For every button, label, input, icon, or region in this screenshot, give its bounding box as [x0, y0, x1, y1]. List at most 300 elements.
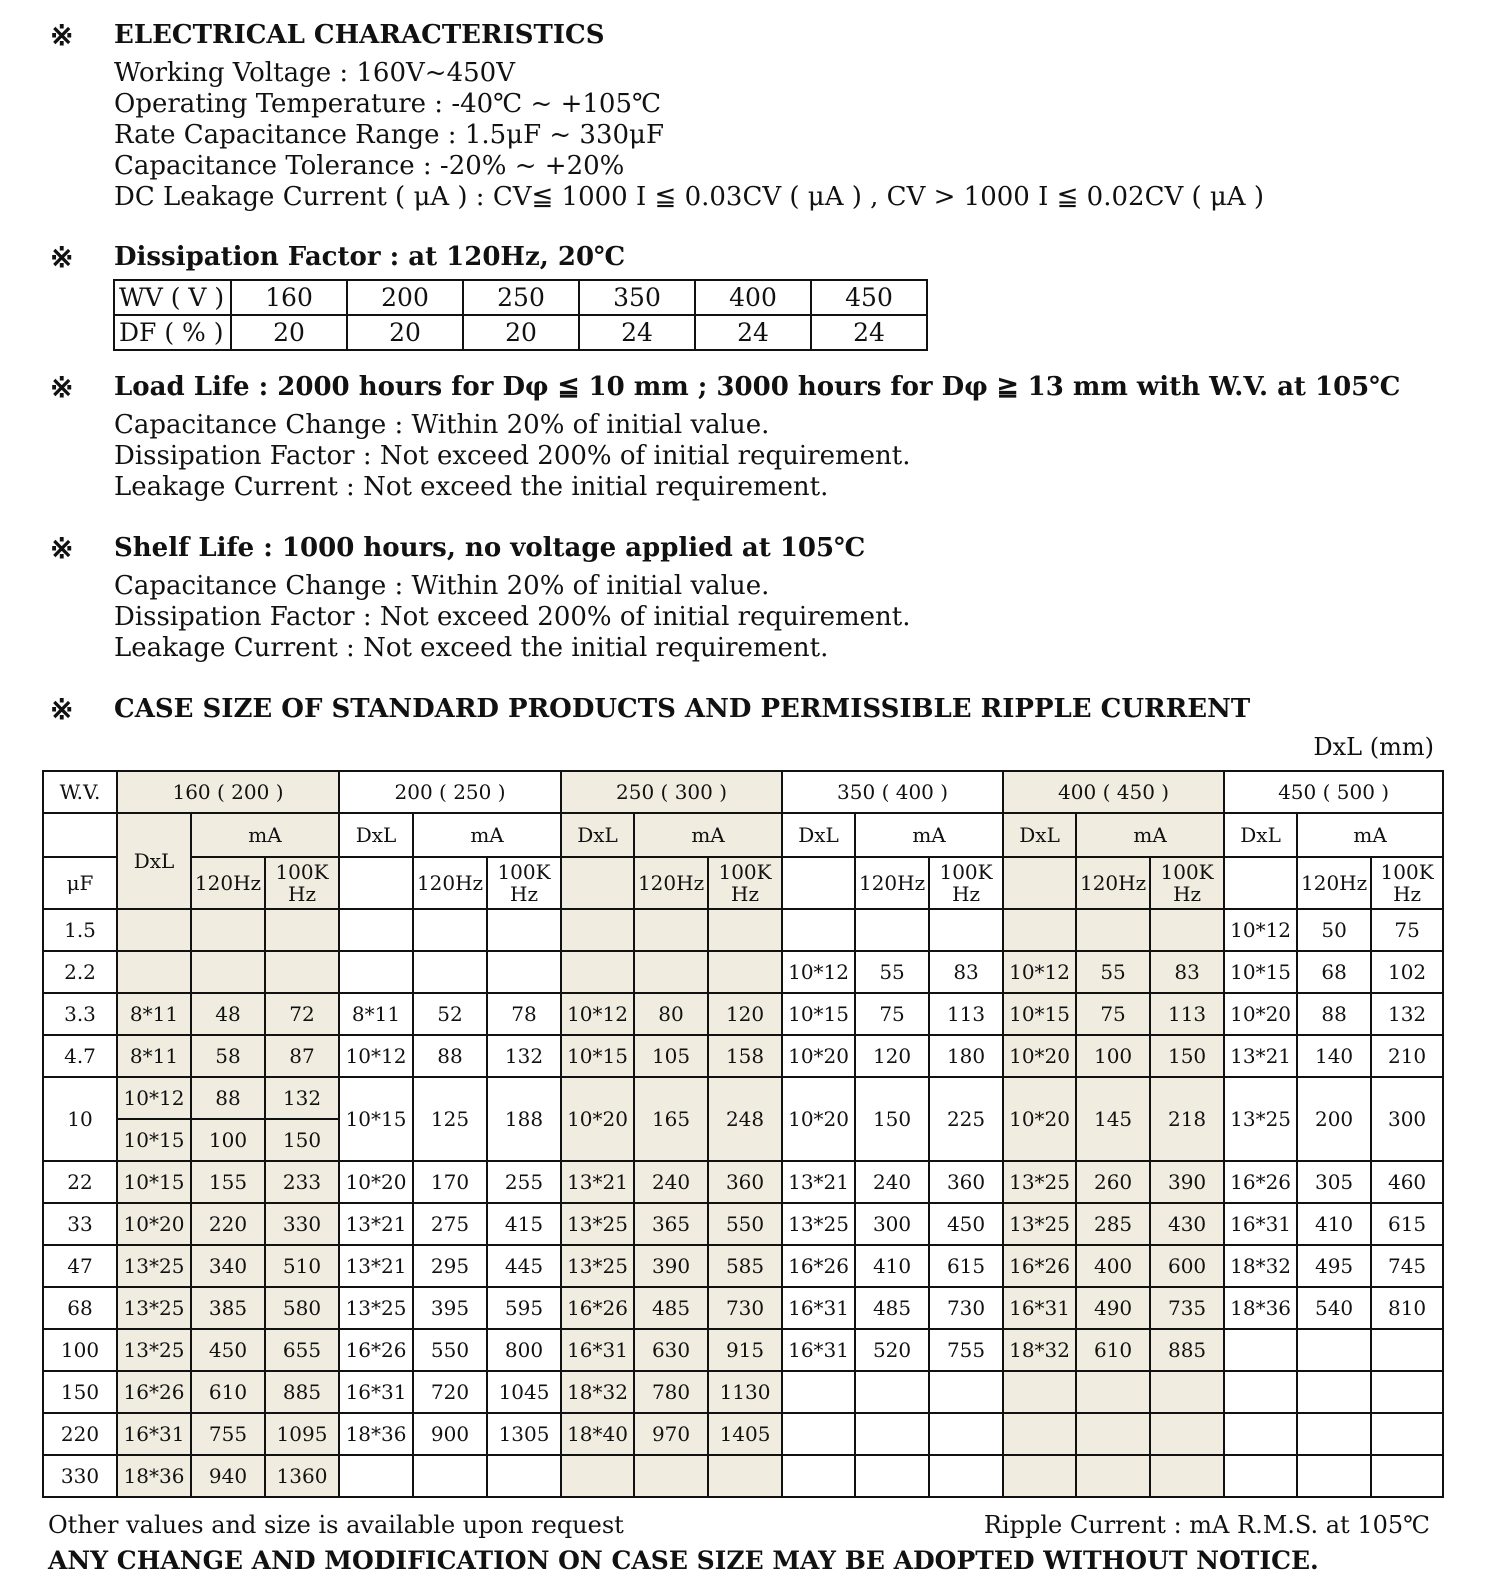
table-row — [43, 1413, 1443, 1455]
dxl-blank — [561, 857, 634, 909]
case-size-cell: 10*12 — [339, 1035, 413, 1077]
df-label: DF ( % ) — [114, 315, 231, 350]
case-size-cell: 10*15 — [117, 1119, 191, 1161]
case-size-cell: 13*25 — [1003, 1161, 1076, 1203]
case-size-cell: 10*20 — [117, 1203, 191, 1245]
case-size-cell: 13*25 — [561, 1245, 634, 1287]
case-size-cell — [782, 909, 855, 951]
working-voltage: Working Voltage : 160V~450V — [114, 58, 515, 88]
case-size-cell: 18*40 — [561, 1413, 634, 1455]
ripple-120hz-cell — [191, 951, 265, 993]
ripple-100khz-cell: 730 — [708, 1287, 782, 1329]
capacitance-cell: 3.3 — [43, 993, 117, 1035]
case-size-cell: 18*36 — [339, 1413, 413, 1455]
case-size-cell: 13*21 — [339, 1245, 413, 1287]
freq-100khz-header: 100K Hz — [1371, 857, 1443, 909]
ripple-120hz-cell: 58 — [191, 1035, 265, 1077]
case-size-cell: 13*25 — [339, 1287, 413, 1329]
capacitance-tolerance: Capacitance Tolerance : -20% ~ +20% — [114, 151, 625, 181]
reference-mark: ※ — [50, 532, 74, 565]
wv-cell: 400 — [695, 280, 811, 315]
ripple-100khz-cell: 655 — [265, 1329, 339, 1371]
ma-header: mA — [855, 813, 1003, 857]
case-size-cell: 16*26 — [1224, 1161, 1297, 1203]
voltage-group-header: 450 ( 500 ) — [1224, 771, 1443, 813]
ripple-100khz-cell: 460 — [1371, 1161, 1443, 1203]
case-size-cell — [117, 909, 191, 951]
ripple-100khz-cell — [1371, 1371, 1443, 1413]
ripple-100khz-cell: 800 — [487, 1329, 561, 1371]
capacitance-cell: 10 — [43, 1077, 117, 1161]
blank-header — [43, 813, 117, 857]
case-size-cell — [1003, 909, 1076, 951]
ripple-120hz-cell: 410 — [1297, 1203, 1371, 1245]
df-cell: 20 — [347, 315, 463, 350]
ripple-100khz-cell: 615 — [929, 1245, 1003, 1287]
ripple-100khz-cell: 83 — [929, 951, 1003, 993]
voltage-group-header: 250 ( 300 ) — [561, 771, 782, 813]
case-size-cell: 16*26 — [561, 1287, 634, 1329]
ripple-100khz-cell: 1045 — [487, 1371, 561, 1413]
case-size-cell — [339, 1455, 413, 1497]
ripple-120hz-cell — [1076, 1413, 1150, 1455]
table-row — [43, 1035, 1443, 1077]
ripple-100khz-cell — [1150, 1413, 1224, 1455]
ripple-120hz-cell: 240 — [634, 1161, 708, 1203]
case-size-cell: 16*26 — [339, 1329, 413, 1371]
ripple-100khz-cell: 87 — [265, 1035, 339, 1077]
wv-cell: 250 — [463, 280, 579, 315]
dc-leakage-current: DC Leakage Current ( μA ) : CV≦ 1000 I ≦ 0.03CV ( μA ) , CV > 1000 I ≦ 0.02CV ( μA ) — [114, 182, 1264, 212]
case-size-cell — [1224, 1455, 1297, 1497]
case-size-cell: 10*15 — [1224, 951, 1297, 993]
ripple-120hz-cell: 285 — [1076, 1203, 1150, 1245]
table-row — [43, 951, 1443, 993]
voltage-group-header: 160 ( 200 ) — [117, 771, 339, 813]
capacitance-range: Rate Capacitance Range : 1.5μF ~ 330μF — [114, 120, 664, 150]
ripple-120hz-cell — [413, 909, 487, 951]
ripple-100khz-cell: 745 — [1371, 1245, 1443, 1287]
voltage-group-header: 350 ( 400 ) — [782, 771, 1003, 813]
ripple-100khz-cell — [265, 909, 339, 951]
ripple-100khz-cell: 78 — [487, 993, 561, 1035]
table-row — [43, 1203, 1443, 1245]
case-size-cell — [782, 1413, 855, 1455]
ripple-120hz-cell: 610 — [191, 1371, 265, 1413]
ripple-120hz-cell: 50 — [1297, 909, 1371, 951]
ripple-100khz-cell: 445 — [487, 1245, 561, 1287]
ripple-120hz-cell — [1297, 1413, 1371, 1455]
case-size-cell — [561, 951, 634, 993]
case-size-cell: 10*15 — [561, 1035, 634, 1077]
ripple-100khz-cell: 450 — [929, 1203, 1003, 1245]
ripple-100khz-cell: 132 — [265, 1077, 339, 1119]
capacitance-cell: 220 — [43, 1413, 117, 1455]
case-size-cell: 10*20 — [782, 1035, 855, 1077]
wv-cell: 200 — [347, 280, 463, 315]
df-cell: 24 — [579, 315, 695, 350]
case-size-cell: 13*21 — [782, 1161, 855, 1203]
ripple-100khz-cell: 580 — [265, 1287, 339, 1329]
ripple-120hz-cell: 295 — [413, 1245, 487, 1287]
ripple-100khz-cell: 180 — [929, 1035, 1003, 1077]
case-size-cell: 10*12 — [1003, 951, 1076, 993]
capacitance-cell: 100 — [43, 1329, 117, 1371]
case-size-cell: 10*15 — [1003, 993, 1076, 1035]
ripple-120hz-cell: 105 — [634, 1035, 708, 1077]
ripple-100khz-cell: 885 — [1150, 1329, 1224, 1371]
case-size-cell: 13*21 — [339, 1203, 413, 1245]
ripple-120hz-cell: 520 — [855, 1329, 929, 1371]
table-row — [43, 1371, 1443, 1413]
table-row — [43, 1077, 1443, 1119]
case-size-cell: 16*31 — [782, 1287, 855, 1329]
case-size-cell: 10*20 — [1224, 993, 1297, 1035]
case-size-cell: 13*25 — [117, 1245, 191, 1287]
wv-row — [114, 280, 927, 315]
ripple-100khz-cell: 1405 — [708, 1413, 782, 1455]
case-size-cell — [1224, 1329, 1297, 1371]
ripple-120hz-cell: 275 — [413, 1203, 487, 1245]
ripple-120hz-cell — [634, 909, 708, 951]
ripple-100khz-cell — [487, 909, 561, 951]
case-size-cell — [782, 1455, 855, 1497]
case-size-cell: 13*21 — [1224, 1035, 1297, 1077]
ripple-100khz-cell: 730 — [929, 1287, 1003, 1329]
case-size-cell: 10*20 — [782, 1077, 855, 1161]
ripple-120hz-cell: 305 — [1297, 1161, 1371, 1203]
ripple-100khz-cell: 600 — [1150, 1245, 1224, 1287]
ripple-120hz-cell: 260 — [1076, 1161, 1150, 1203]
ripple-120hz-cell — [1297, 1329, 1371, 1371]
ripple-120hz-cell — [191, 909, 265, 951]
shelf-leakage-current: Leakage Current : Not exceed the initial requirement. — [114, 633, 829, 663]
dxl-header: DxL — [561, 813, 634, 857]
dxl-blank — [339, 857, 413, 909]
ripple-120hz-cell: 970 — [634, 1413, 708, 1455]
table-row — [43, 909, 1443, 951]
ripple-100khz-cell — [929, 1371, 1003, 1413]
case-size-cell: 16*26 — [782, 1245, 855, 1287]
ripple-100khz-cell: 885 — [265, 1371, 339, 1413]
ripple-100khz-cell: 735 — [1150, 1287, 1224, 1329]
ripple-100khz-cell: 1305 — [487, 1413, 561, 1455]
freq-100khz-header: 100K Hz — [265, 857, 339, 909]
freq-100khz-header: 100K Hz — [708, 857, 782, 909]
ripple-100khz-cell: 360 — [929, 1161, 1003, 1203]
shelf-dissipation-factor: Dissipation Factor : Not exceed 200% of initial requirement. — [114, 602, 911, 632]
ripple-100khz-cell: 300 — [1371, 1077, 1443, 1161]
ripple-100khz-cell: 150 — [265, 1119, 339, 1161]
ripple-100khz-cell — [1150, 909, 1224, 951]
capacitance-cell: 4.7 — [43, 1035, 117, 1077]
ripple-100khz-cell: 113 — [929, 993, 1003, 1035]
wv-cell: 350 — [579, 280, 695, 315]
ripple-120hz-cell: 485 — [634, 1287, 708, 1329]
ripple-100khz-cell — [708, 909, 782, 951]
case-size-cell: 10*20 — [1003, 1035, 1076, 1077]
case-size-cell: 18*32 — [1003, 1329, 1076, 1371]
ma-header: mA — [413, 813, 561, 857]
ripple-100khz-cell: 510 — [265, 1245, 339, 1287]
ripple-120hz-cell — [855, 909, 929, 951]
case-size-cell: 18*32 — [561, 1371, 634, 1413]
ripple-120hz-cell — [1076, 1455, 1150, 1497]
ripple-120hz-cell: 140 — [1297, 1035, 1371, 1077]
wv-cell: 450 — [811, 280, 927, 315]
ripple-100khz-cell: 132 — [1371, 993, 1443, 1035]
dxl-blank — [782, 857, 855, 909]
capacitance-cell: 2.2 — [43, 951, 117, 993]
ripple-120hz-cell: 495 — [1297, 1245, 1371, 1287]
capacitance-cell: 150 — [43, 1371, 117, 1413]
case-size-cell — [782, 1371, 855, 1413]
ripple-120hz-cell: 75 — [855, 993, 929, 1035]
ripple-120hz-cell: 490 — [1076, 1287, 1150, 1329]
shelf-capacitance-change: Capacitance Change : Within 20% of initial value. — [114, 571, 770, 601]
ripple-100khz-cell: 72 — [265, 993, 339, 1035]
case-size-cell: 8*11 — [117, 993, 191, 1035]
ma-header: mA — [1297, 813, 1443, 857]
case-size-cell: 10*20 — [561, 1077, 634, 1161]
case-size-cell: 8*11 — [339, 993, 413, 1035]
freq-100khz-header: 100K Hz — [1150, 857, 1224, 909]
freq-120hz-header: 120Hz — [1076, 857, 1150, 909]
ripple-120hz-cell: 200 — [1297, 1077, 1371, 1161]
case-size-cell — [1003, 1455, 1076, 1497]
case-size-cell: 13*25 — [782, 1203, 855, 1245]
case-size-cell: 10*12 — [117, 1077, 191, 1119]
case-size-cell: 16*31 — [339, 1371, 413, 1413]
ripple-120hz-cell: 100 — [1076, 1035, 1150, 1077]
case-size-cell: 10*15 — [339, 1077, 413, 1161]
ripple-120hz-cell — [855, 1371, 929, 1413]
case-size-cell: 13*25 — [117, 1329, 191, 1371]
ripple-120hz-cell: 540 — [1297, 1287, 1371, 1329]
ripple-100khz-cell: 360 — [708, 1161, 782, 1203]
ripple-100khz-cell: 113 — [1150, 993, 1224, 1035]
df-cell: 24 — [811, 315, 927, 350]
reference-mark: ※ — [50, 19, 74, 52]
ripple-100khz-cell: 810 — [1371, 1287, 1443, 1329]
load-dissipation-factor: Dissipation Factor : Not exceed 200% of initial requirement. — [114, 441, 911, 471]
ripple-100khz-cell: 255 — [487, 1161, 561, 1203]
table-row — [43, 993, 1443, 1035]
ripple-100khz-cell — [708, 1455, 782, 1497]
case-size-cell — [1003, 1413, 1076, 1455]
dxl-blank — [1003, 857, 1076, 909]
case-size-cell: 10*15 — [117, 1161, 191, 1203]
ripple-120hz-cell: 410 — [855, 1245, 929, 1287]
ripple-100khz-cell: 1130 — [708, 1371, 782, 1413]
ripple-100khz-cell — [708, 951, 782, 993]
uf-header: μF — [43, 857, 117, 909]
ripple-120hz-cell: 940 — [191, 1455, 265, 1497]
ripple-120hz-cell — [634, 1455, 708, 1497]
case-size-cell: 10*12 — [561, 993, 634, 1035]
ripple-120hz-cell: 88 — [191, 1077, 265, 1119]
voltage-group-header: 200 ( 250 ) — [339, 771, 561, 813]
ripple-120hz-cell: 385 — [191, 1287, 265, 1329]
ripple-100khz-cell: 755 — [929, 1329, 1003, 1371]
table-row — [43, 1329, 1443, 1371]
ripple-120hz-cell: 88 — [413, 1035, 487, 1077]
case-size-cell: 10*15 — [782, 993, 855, 1035]
table-row — [43, 1161, 1443, 1203]
case-size-cell — [117, 951, 191, 993]
ripple-100khz-cell: 225 — [929, 1077, 1003, 1161]
dxl-header: DxL — [339, 813, 413, 857]
table-row — [43, 1287, 1443, 1329]
freq-120hz-header: 120Hz — [1297, 857, 1371, 909]
ripple-120hz-cell — [634, 951, 708, 993]
ripple-120hz-cell: 100 — [191, 1119, 265, 1161]
ripple-120hz-cell: 120 — [855, 1035, 929, 1077]
ripple-120hz-cell: 755 — [191, 1413, 265, 1455]
case-size-cell: 18*36 — [117, 1455, 191, 1497]
ripple-120hz-cell: 170 — [413, 1161, 487, 1203]
case-size-cell: 16*26 — [117, 1371, 191, 1413]
ripple-120hz-cell — [855, 1455, 929, 1497]
ripple-100khz-cell: 75 — [1371, 909, 1443, 951]
ripple-100khz-cell: 158 — [708, 1035, 782, 1077]
ripple-100khz-cell — [929, 1455, 1003, 1497]
ripple-120hz-cell: 450 — [191, 1329, 265, 1371]
voltage-group-header: 400 ( 450 ) — [1003, 771, 1224, 813]
ripple-100khz-cell — [1150, 1371, 1224, 1413]
ripple-120hz-cell: 125 — [413, 1077, 487, 1161]
case-size-cell: 10*12 — [1224, 909, 1297, 951]
dxl-header: DxL — [782, 813, 855, 857]
ripple-120hz-cell: 900 — [413, 1413, 487, 1455]
dissipation-table — [113, 279, 928, 351]
ripple-120hz-cell: 55 — [1076, 951, 1150, 993]
ripple-120hz-cell — [855, 1413, 929, 1455]
ripple-100khz-cell: 218 — [1150, 1077, 1224, 1161]
wv-label: WV ( V ) — [114, 280, 231, 315]
ripple-120hz-cell — [1297, 1371, 1371, 1413]
df-cell: 20 — [231, 315, 347, 350]
ripple-120hz-cell — [1076, 1371, 1150, 1413]
dxl-header: DxL — [1003, 813, 1076, 857]
ripple-100khz-cell: 915 — [708, 1329, 782, 1371]
case-size-cell: 16*31 — [561, 1329, 634, 1371]
ripple-100khz-cell — [487, 951, 561, 993]
ripple-120hz-cell: 610 — [1076, 1329, 1150, 1371]
ripple-120hz-cell: 240 — [855, 1161, 929, 1203]
ripple-100khz-cell: 233 — [265, 1161, 339, 1203]
ripple-120hz-cell: 145 — [1076, 1077, 1150, 1161]
ripple-120hz-cell: 300 — [855, 1203, 929, 1245]
ripple-100khz-cell — [1371, 1329, 1443, 1371]
ripple-120hz-cell: 780 — [634, 1371, 708, 1413]
freq-120hz-header: 120Hz — [855, 857, 929, 909]
case-size-cell: 16*31 — [1003, 1287, 1076, 1329]
ripple-100khz-cell — [929, 909, 1003, 951]
ripple-100khz-cell: 248 — [708, 1077, 782, 1161]
case-size-cell: 13*25 — [117, 1287, 191, 1329]
ripple-100khz-cell — [265, 951, 339, 993]
ripple-120hz-cell: 75 — [1076, 993, 1150, 1035]
ripple-120hz-cell: 48 — [191, 993, 265, 1035]
ripple-100khz-cell — [487, 1455, 561, 1497]
ripple-100khz-cell: 83 — [1150, 951, 1224, 993]
ripple-100khz-cell: 102 — [1371, 951, 1443, 993]
operating-temperature: Operating Temperature : -40℃ ~ +105℃ — [114, 89, 662, 119]
ripple-100khz-cell: 1095 — [265, 1413, 339, 1455]
ripple-100khz-cell — [1371, 1413, 1443, 1455]
case-size-cell: 16*31 — [1224, 1203, 1297, 1245]
frequency-header-row — [43, 857, 1443, 909]
dxl-header: DxL — [1224, 813, 1297, 857]
case-size-cell: 16*26 — [1003, 1245, 1076, 1287]
ripple-100khz-cell: 550 — [708, 1203, 782, 1245]
availability-note: Other values and size is available upon request — [48, 1511, 624, 1539]
freq-120hz-header: 120Hz — [634, 857, 708, 909]
capacitance-cell: 1.5 — [43, 909, 117, 951]
df-cell: 20 — [463, 315, 579, 350]
case-size-cell: 13*25 — [1224, 1077, 1297, 1161]
table-row — [43, 1245, 1443, 1287]
ripple-100khz-cell: 585 — [708, 1245, 782, 1287]
ripple-120hz-cell — [1297, 1455, 1371, 1497]
case-size-cell — [339, 909, 413, 951]
ripple-120hz-cell: 150 — [855, 1077, 929, 1161]
ripple-current-note: Ripple Current : mA R.M.S. at 105℃ — [983, 1511, 1430, 1539]
load-capacitance-change: Capacitance Change : Within 20% of initial value. — [114, 410, 770, 440]
case-size-cell: 10*20 — [1003, 1077, 1076, 1161]
capacitance-cell: 47 — [43, 1245, 117, 1287]
capacitance-cell: 330 — [43, 1455, 117, 1497]
capacitance-cell: 68 — [43, 1287, 117, 1329]
ma-header: mA — [1076, 813, 1224, 857]
reference-mark: ※ — [50, 693, 74, 726]
freq-120hz-header: 120Hz — [191, 857, 265, 909]
ripple-100khz-cell — [1371, 1455, 1443, 1497]
shelf-life-title: Shelf Life : 1000 hours, no voltage applied at 105℃ — [114, 533, 866, 563]
ripple-100khz-cell: 150 — [1150, 1035, 1224, 1077]
ripple-100khz-cell: 430 — [1150, 1203, 1224, 1245]
case-size-cell — [1224, 1371, 1297, 1413]
case-size-cell — [1003, 1371, 1076, 1413]
reference-mark: ※ — [50, 241, 74, 274]
ripple-120hz-cell: 155 — [191, 1161, 265, 1203]
case-size-cell — [1224, 1413, 1297, 1455]
ripple-120hz-cell: 400 — [1076, 1245, 1150, 1287]
unit-header-row — [43, 813, 1443, 857]
case-size-cell: 18*32 — [1224, 1245, 1297, 1287]
ripple-100khz-cell: 595 — [487, 1287, 561, 1329]
ripple-120hz-cell: 88 — [1297, 993, 1371, 1035]
ripple-100khz-cell: 1360 — [265, 1455, 339, 1497]
ripple-100khz-cell: 132 — [487, 1035, 561, 1077]
ripple-100khz-cell: 188 — [487, 1077, 561, 1161]
ripple-120hz-cell: 340 — [191, 1245, 265, 1287]
ripple-120hz-cell: 630 — [634, 1329, 708, 1371]
case-size-cell — [339, 951, 413, 993]
ripple-120hz-cell: 68 — [1297, 951, 1371, 993]
ma-header: mA — [634, 813, 782, 857]
ripple-current-table — [42, 770, 1444, 1498]
ripple-120hz-cell: 55 — [855, 951, 929, 993]
ripple-120hz-cell — [413, 1455, 487, 1497]
ripple-100khz-cell — [929, 1413, 1003, 1455]
case-size-cell: 10*12 — [782, 951, 855, 993]
change-notice: ANY CHANGE AND MODIFICATION ON CASE SIZE MAY BE ADOPTED WITHOUT NOTICE. — [48, 1546, 1319, 1575]
case-size-cell — [561, 1455, 634, 1497]
capacitance-cell: 33 — [43, 1203, 117, 1245]
case-size-cell: 16*31 — [117, 1413, 191, 1455]
